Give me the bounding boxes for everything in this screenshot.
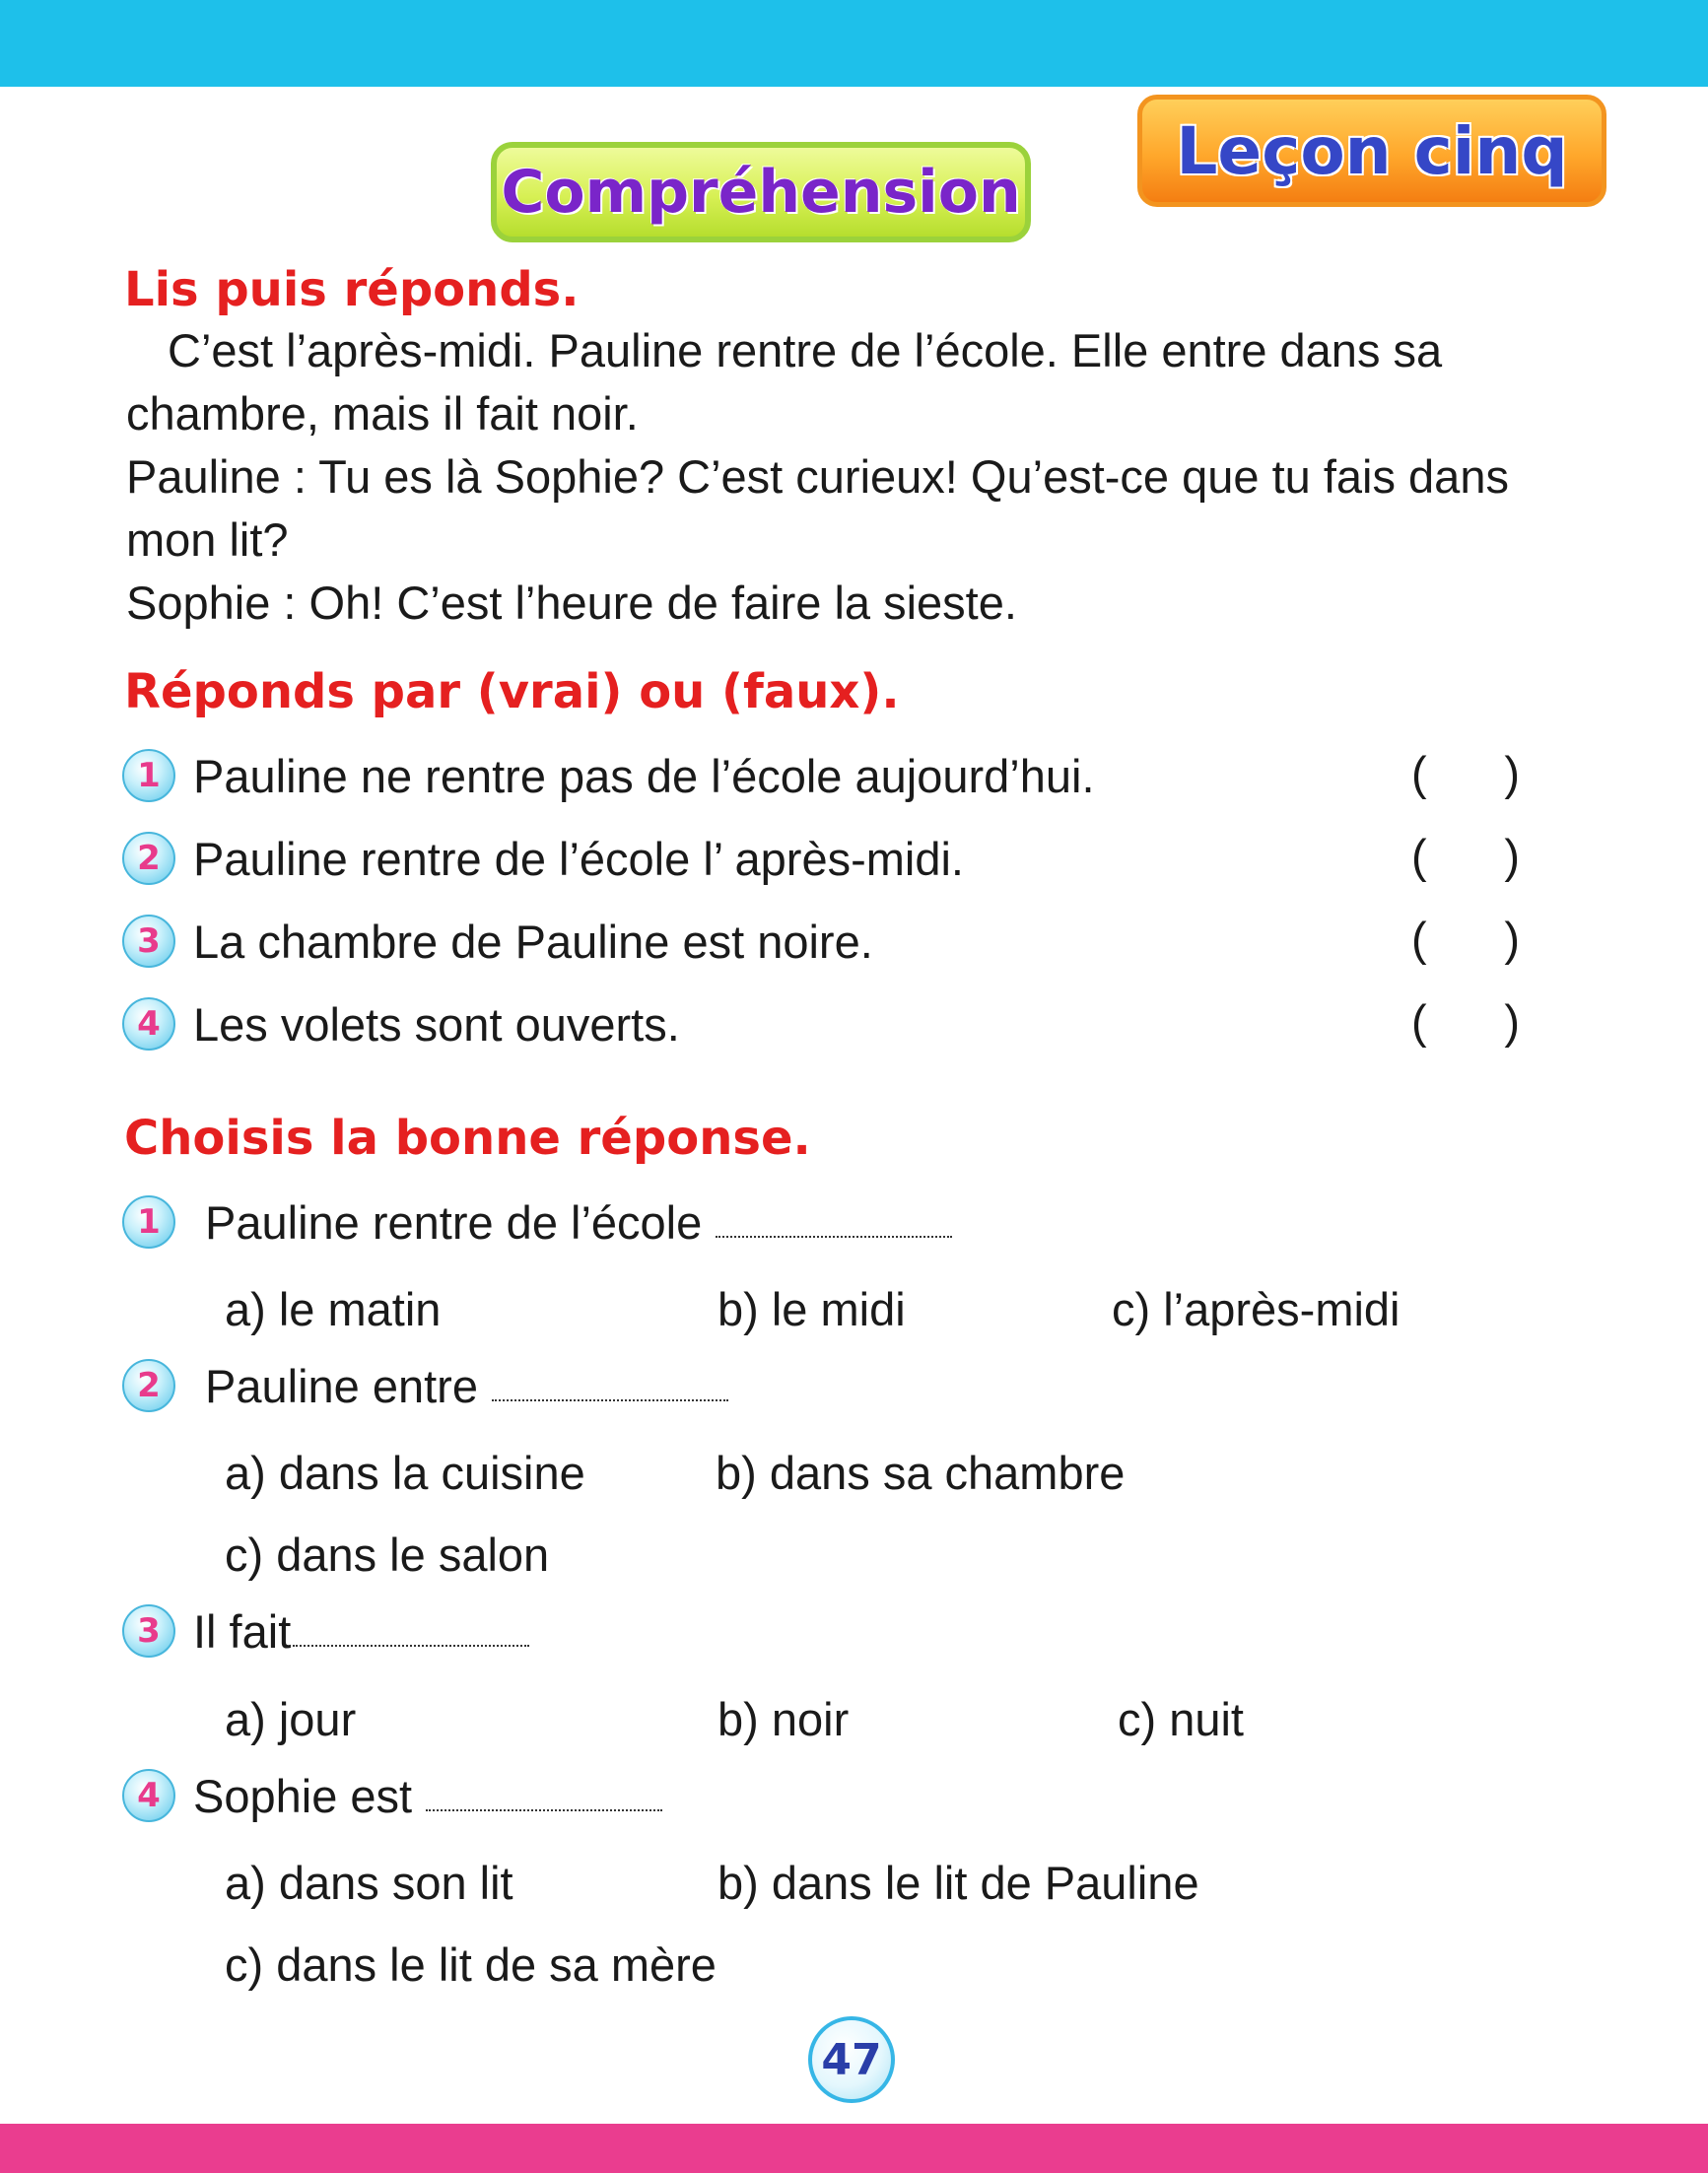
mcq-option[interactable]: b) dans le lit de Pauline — [717, 1857, 1199, 1909]
top-color-bar — [0, 0, 1708, 87]
question-text: Il fait — [193, 1604, 292, 1658]
number-badge-icon: 2 — [122, 1359, 175, 1412]
question-text: Pauline entre — [205, 1359, 478, 1412]
answer-box[interactable] — [1411, 746, 1520, 800]
true-false-item — [122, 829, 964, 888]
question-text: Sophie est — [193, 1769, 413, 1822]
section-heading-true-false: Réponds par (vrai) ou (faux). — [124, 664, 900, 719]
reading-passage — [126, 319, 1585, 635]
statement-text: La chambre de Pauline est noire. — [193, 915, 873, 968]
number-badge-icon: 1 — [122, 1195, 175, 1249]
mcq-option[interactable]: a) dans son lit — [225, 1857, 513, 1909]
mcq-option[interactable]: b) le midi — [717, 1283, 906, 1335]
answer-blank[interactable] — [293, 1643, 529, 1647]
comprehension-badge: Compréhension — [491, 142, 1031, 242]
page-number: 47 — [808, 2016, 895, 2103]
true-false-item — [122, 746, 1095, 805]
paren-close: ) — [1504, 913, 1520, 965]
answer-box[interactable] — [1411, 994, 1520, 1049]
mcq-option[interactable]: b) noir — [717, 1693, 850, 1745]
mcq-option[interactable]: c) l’après-midi — [1112, 1283, 1401, 1335]
answer-blank[interactable] — [492, 1397, 728, 1401]
section-heading-choose: Choisis la bonne réponse. — [124, 1111, 811, 1166]
answer-blank[interactable] — [426, 1807, 662, 1811]
statement-text: Pauline ne rentre pas de l’école aujourd’hui. — [193, 749, 1095, 802]
true-false-item — [122, 912, 873, 971]
passage-dialogue-line: Sophie : Oh! C’est l’heure de faire la sieste. — [126, 577, 1017, 629]
bottom-color-bar — [0, 2124, 1708, 2173]
passage-paragraph: C’est l’après-midi. Pauline rentre de l’école. Elle entre dans sa chambre, mais il fait noir. — [126, 324, 1443, 440]
true-false-item — [122, 994, 680, 1053]
passage-dialogue-line: Pauline : Tu es là Sophie? C’est curieux! Qu’est-ce que tu fais dans mon lit? — [126, 450, 1509, 566]
mcq-option[interactable]: c) nuit — [1118, 1693, 1244, 1745]
number-badge-icon: 1 — [122, 749, 175, 802]
question-text: Pauline rentre de l’école — [205, 1195, 703, 1249]
paren-open: ( — [1411, 995, 1427, 1048]
section-heading-read: Lis puis réponds. — [124, 262, 580, 317]
statement-text: Pauline rentre de l’école l’ après-midi. — [193, 832, 964, 885]
paren-open: ( — [1411, 913, 1427, 965]
paren-close: ) — [1504, 995, 1520, 1048]
paren-close: ) — [1504, 747, 1520, 799]
number-badge-icon: 3 — [122, 915, 175, 968]
mcq-option[interactable]: b) dans sa chambre — [716, 1447, 1126, 1499]
mcq-question — [122, 1356, 728, 1415]
number-badge-icon: 4 — [122, 1769, 175, 1822]
mcq-option[interactable]: a) le matin — [225, 1283, 442, 1335]
answer-box[interactable] — [1411, 912, 1520, 966]
statement-text: Les volets sont ouverts. — [193, 997, 680, 1051]
number-badge-icon: 2 — [122, 832, 175, 885]
paren-open: ( — [1411, 747, 1427, 799]
paren-close: ) — [1504, 830, 1520, 882]
mcq-question — [122, 1766, 662, 1825]
mcq-option[interactable]: a) dans la cuisine — [225, 1447, 585, 1499]
mcq-option[interactable]: c) dans le lit de sa mère — [225, 1938, 717, 1991]
mcq-question — [122, 1192, 952, 1252]
mcq-option[interactable]: c) dans le salon — [225, 1528, 550, 1581]
answer-box[interactable] — [1411, 829, 1520, 883]
lesson-badge: Leçon cinq — [1137, 95, 1606, 207]
paren-open: ( — [1411, 830, 1427, 882]
mcq-option[interactable]: a) jour — [225, 1693, 357, 1745]
number-badge-icon: 4 — [122, 997, 175, 1051]
answer-blank[interactable] — [716, 1234, 952, 1238]
mcq-question — [122, 1601, 529, 1661]
number-badge-icon: 3 — [122, 1604, 175, 1658]
